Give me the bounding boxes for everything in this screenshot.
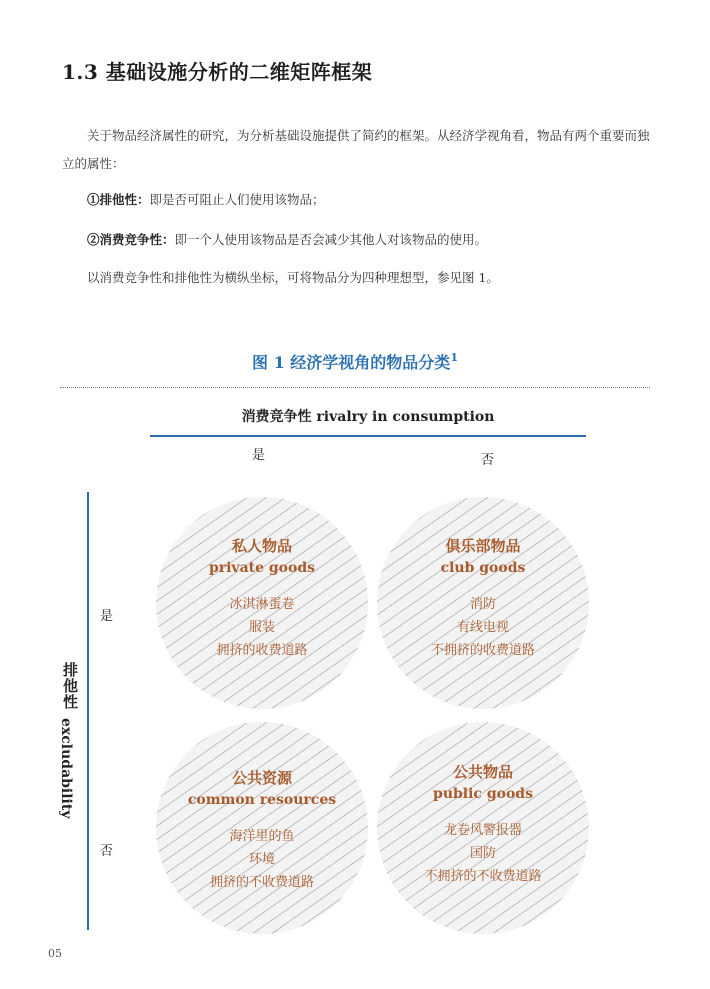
rivalry-axis-label: 消费竞争性 rivalry in consumption xyxy=(241,409,495,425)
page-number: 05 xyxy=(48,947,62,960)
example-item: 消防 xyxy=(469,597,496,612)
example-item: 服装 xyxy=(248,620,275,635)
quadrant-club xyxy=(377,535,589,662)
category-name-zh: 公共资源 xyxy=(231,769,292,787)
excludability-axis-label-zh: 排他性 xyxy=(61,662,79,710)
example-item: 不拥挤的收费道路 xyxy=(430,643,535,658)
excludability-axis-line xyxy=(87,492,89,930)
category-name-zh: 公共物品 xyxy=(452,763,513,781)
figure-title xyxy=(0,350,710,373)
category-name-en: club goods xyxy=(440,560,526,576)
column-label-yes: 是 xyxy=(252,448,266,463)
row-label-yes: 是 xyxy=(100,609,114,624)
summary-paragraph: 以消费竞争性和排他性为横纵坐标，可将物品分为四种理想型，参见图 1。 xyxy=(87,270,499,285)
column-label-no: 否 xyxy=(481,453,495,468)
attribute-desc: 即是否可阻止人们使用该物品； xyxy=(149,192,325,207)
attribute-excludability xyxy=(62,186,652,214)
excludability-axis-label-en: excludability xyxy=(58,718,74,819)
quadrant-private xyxy=(156,535,368,662)
example-item: 海洋里的鱼 xyxy=(229,829,295,844)
category-name-en: common resources xyxy=(187,792,337,808)
category-name-zh: 私人物品 xyxy=(231,537,292,555)
category-name-en: private goods xyxy=(208,560,316,576)
example-item: 冰淇淋蛋卷 xyxy=(229,597,295,612)
example-item: 国防 xyxy=(469,846,496,861)
category-name-zh: 俱乐部物品 xyxy=(445,537,521,555)
rivalry-axis-line xyxy=(150,435,586,437)
example-item: 有线电视 xyxy=(456,620,509,635)
row-label-no: 否 xyxy=(100,844,114,859)
example-item: 拥挤的不收费道路 xyxy=(209,875,314,890)
attribute-term: ①排他性： xyxy=(87,192,150,207)
category-name-en: public goods xyxy=(433,786,533,802)
example-item: 不拥挤的不收费道路 xyxy=(424,869,542,884)
example-item: 龙卷风警报器 xyxy=(443,823,522,838)
footnote-ref: 1 xyxy=(450,351,458,364)
quadrant-common xyxy=(156,767,368,894)
attribute-rivalry xyxy=(62,226,652,254)
section-heading: 1.3 基础设施分析的二维矩阵框架 xyxy=(62,60,373,84)
attribute-term: ②消费竞争性： xyxy=(87,232,175,247)
example-item: 拥挤的收费道路 xyxy=(216,643,308,658)
quadrant-public xyxy=(377,761,589,888)
figure-title-text: 图 1 经济学视角的物品分类 xyxy=(252,353,451,372)
figure-divider xyxy=(60,387,650,388)
attribute-desc: 即一个人使用该物品是否会减少其他人对该物品的使用。 xyxy=(174,232,488,247)
intro-paragraph: 关于物品经济属性的研究，为分析基础设施提供了简约的框架。从经济学视角看，物品有两个重要而独立的属性： xyxy=(62,128,650,171)
example-item: 环境 xyxy=(248,852,275,867)
